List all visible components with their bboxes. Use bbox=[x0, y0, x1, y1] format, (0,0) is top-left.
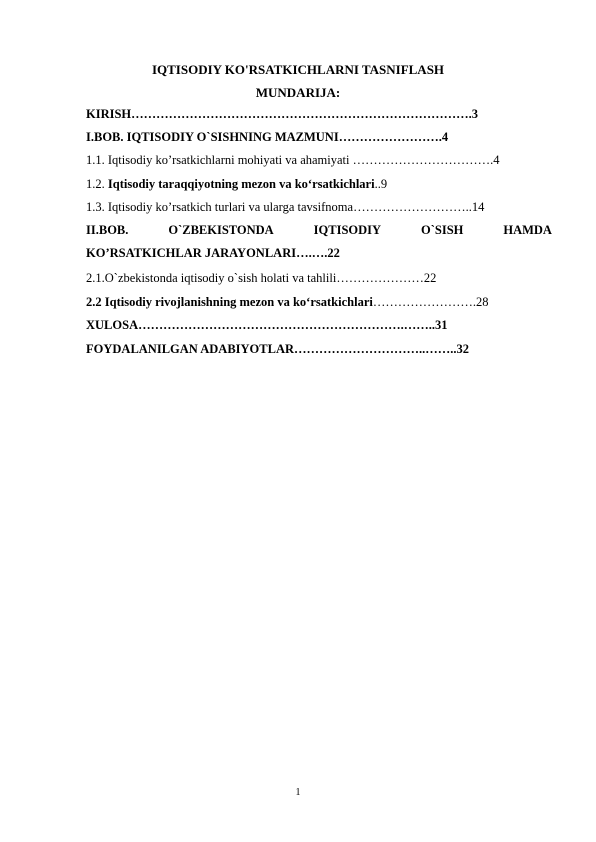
toc-entry-1-2-page: ..9 bbox=[374, 177, 388, 191]
toc-entry-kirish: KIRISH……………………………………………………………………….3 bbox=[86, 107, 479, 121]
toc-entry-1-2-number: 1.2. bbox=[86, 177, 108, 191]
toc-entry-1-2-title: Iqtisodiy taraqqiyotning mezon va ko‘rsatkichlari bbox=[107, 177, 375, 191]
toc-entry-2-2-page: …………………….28 bbox=[372, 295, 489, 309]
toc-entry-xulosa: XULOSA……………………………………………………….……..31 bbox=[86, 318, 448, 332]
toc-entry-1-3: 1.3. Iqtisodiy ko’rsatkich turlari va ularga tavsifnoma………………………..14 bbox=[86, 200, 485, 214]
toc-entry-bob2-word: HAMDA bbox=[503, 223, 552, 237]
toc-entry-2-1: 2.1.O`zbekistonda iqtisodiy o`sish holati va tahlili…………………22 bbox=[86, 271, 437, 285]
toc-entry-1-2 bbox=[86, 176, 387, 192]
toc-entry-2-2-title: 2.2 Iqtisodiy rivojlanishning mezon va ko‘rsatkichlari bbox=[86, 295, 373, 309]
toc-entry-bob1: I.BOB. IQTISODIY O`SISHNING MAZMUNI…………………….4 bbox=[86, 130, 449, 144]
toc-entry-1-1: 1.1. Iqtisodiy ko’rsatkichlarni mohiyati va ahamiyati …………………………….4 bbox=[86, 153, 500, 167]
document-title: IQTISODIY KO'RSATKICHLARNI TASNIFLASH bbox=[151, 62, 445, 77]
toc-entry-2-2 bbox=[86, 294, 488, 310]
toc-entry-bob2-word: IQTISODIY bbox=[313, 223, 382, 237]
toc-entry-bob2-line1 bbox=[86, 222, 552, 238]
toc-entry-bob2-line2: KO’RSATKICHLAR JARAYONLARI….….22 bbox=[86, 246, 340, 260]
page-number: 1 bbox=[295, 787, 301, 798]
toc-entry-bob2-word: II.BOB. bbox=[86, 223, 129, 237]
toc-entry-bob2-word: O`ZBEKISTONDA bbox=[168, 223, 274, 237]
toc-entry-foydalanilgan: FOYDALANILGAN ADABIYOTLAR…………………………..……..32 bbox=[86, 342, 470, 356]
toc-entry-bob2-word: O`SISH bbox=[421, 223, 464, 237]
toc-heading: MUNDARIJA: bbox=[255, 85, 341, 100]
